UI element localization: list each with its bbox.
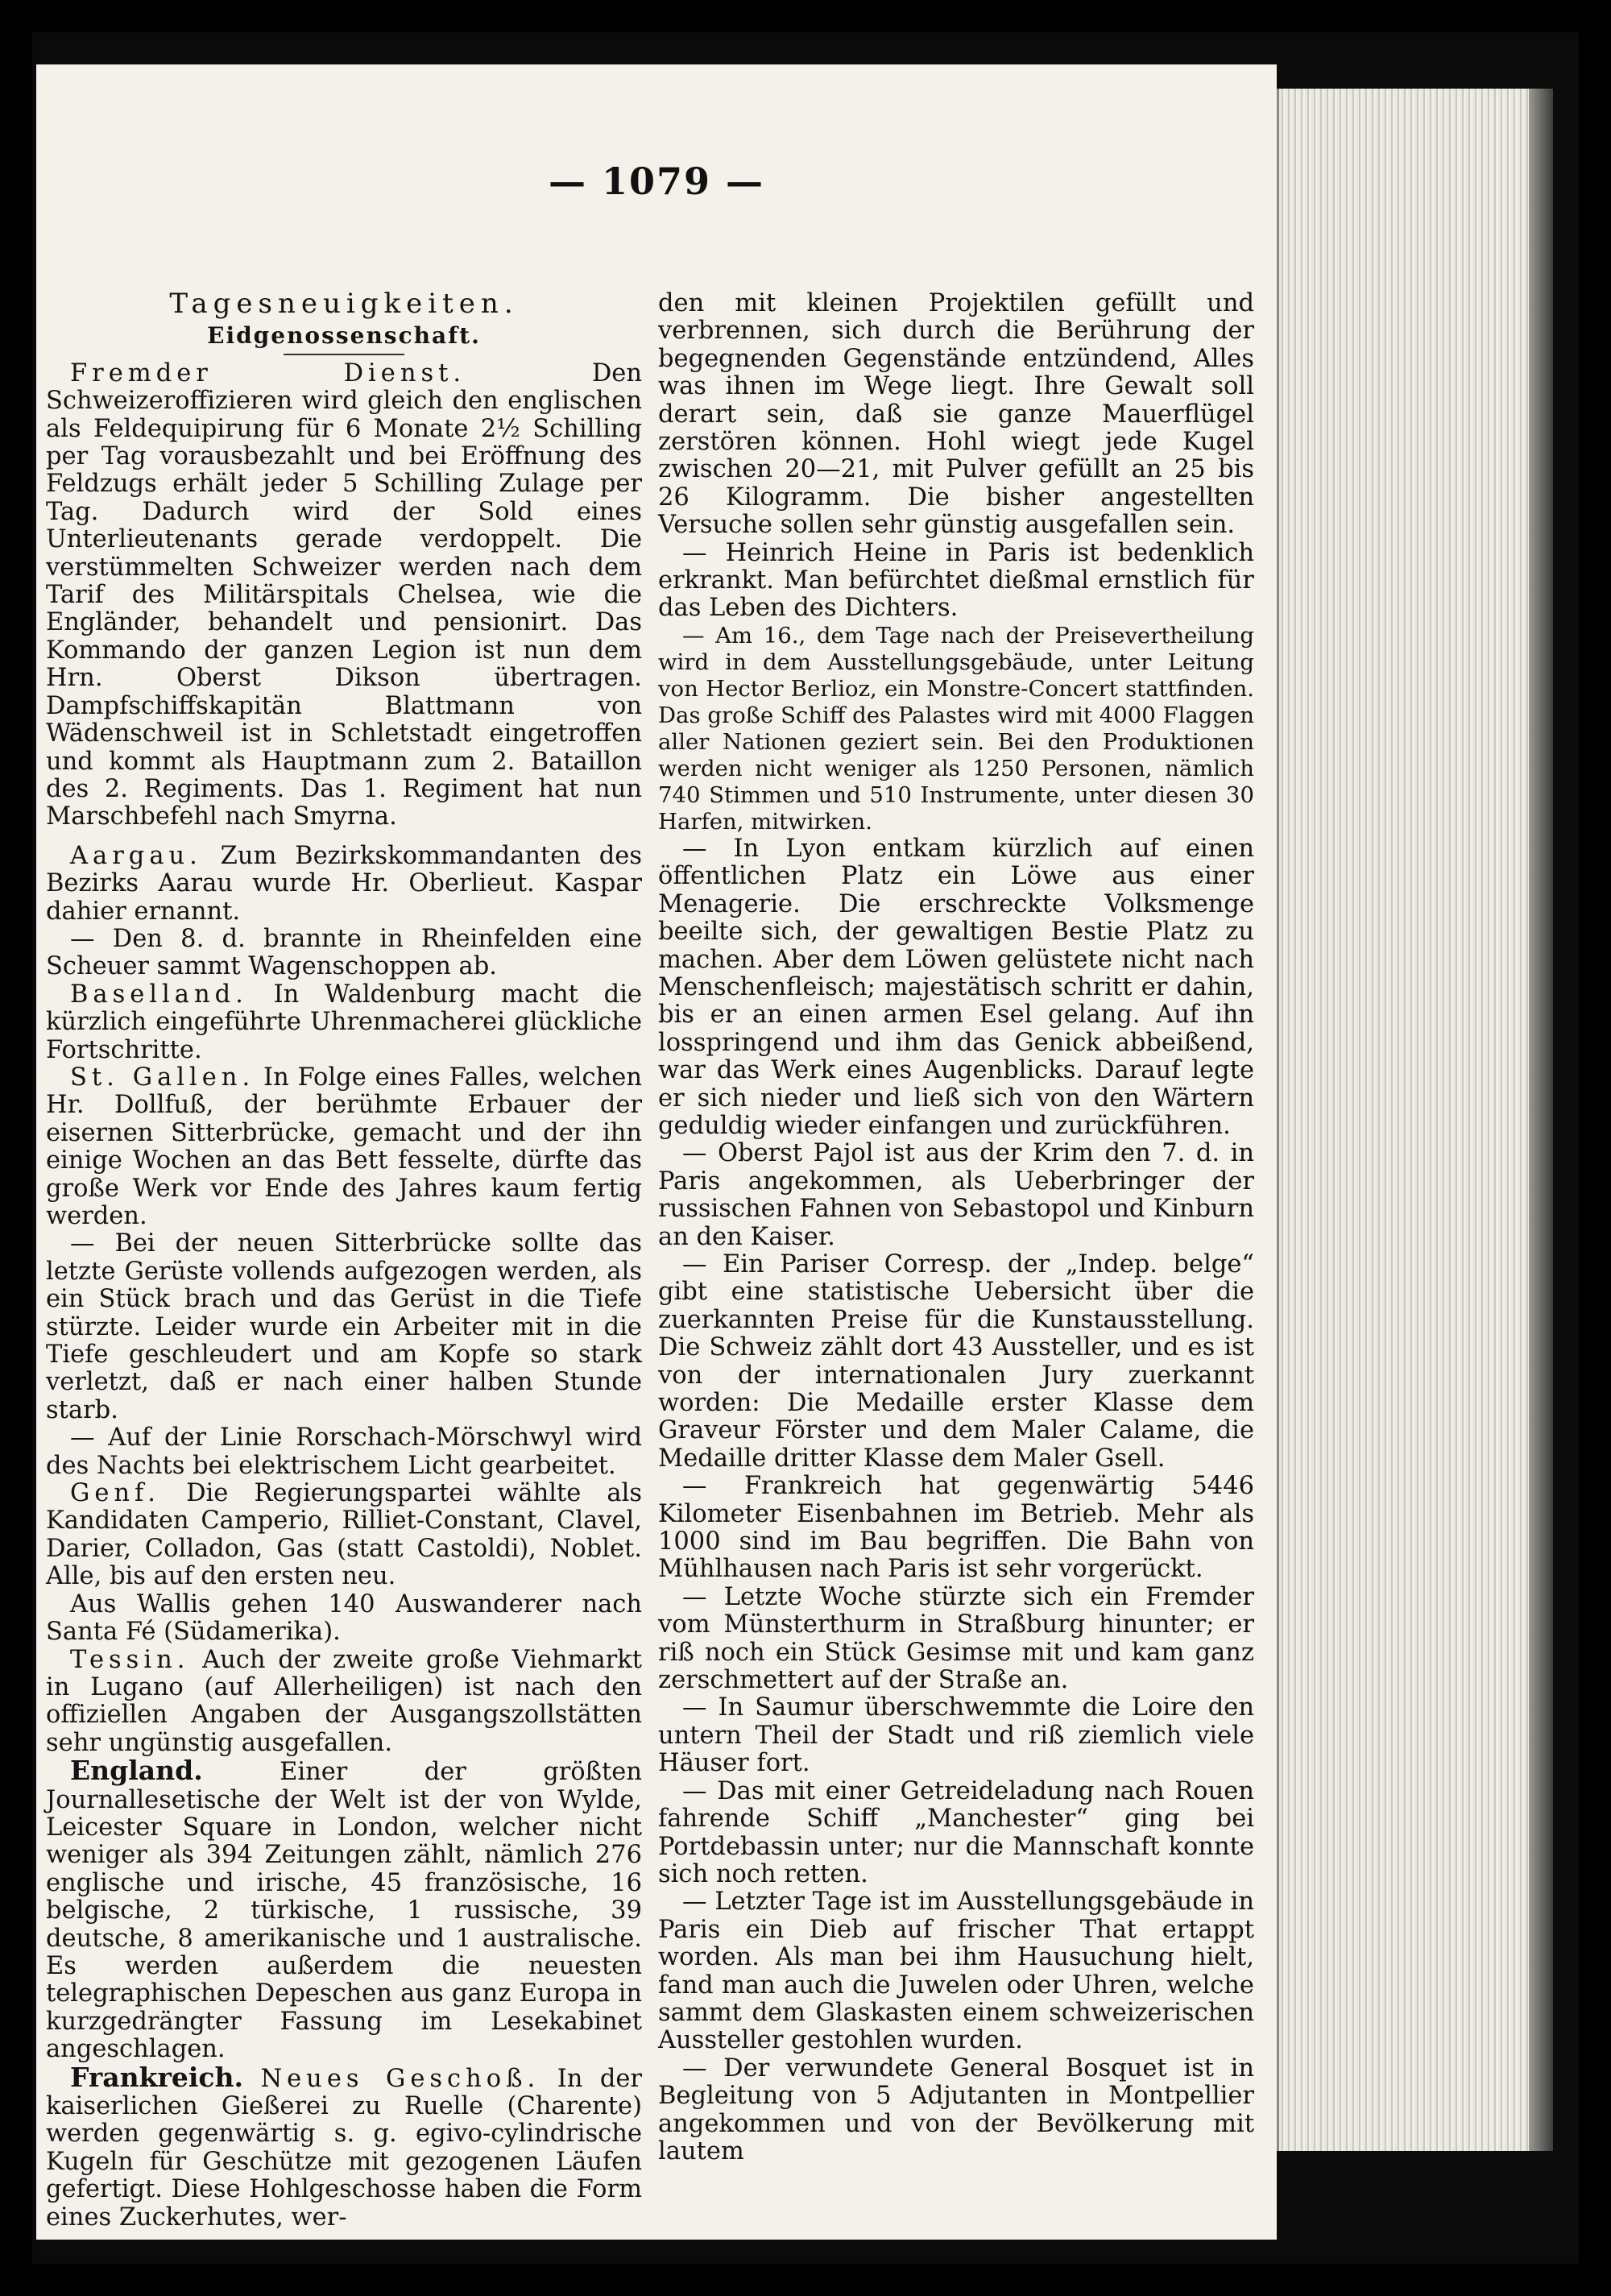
article-pajol: — Oberst Pajol ist aus der Krim den 7. d. in Paris angekommen, als Ueberbringer der russischen Fahnen von Sebastopol und Kinburn an den Kaiser. (658, 1139, 1254, 1251)
left-column (46, 290, 642, 2232)
article-head: England. (70, 1755, 203, 1787)
article-concert: — Am 16., dem Tage nach der Preisevertheilung wird in dem Ausstellungsgebäude, unter Leitung von Hector Berlioz, ein Monstre-Concert stattfinden. Das große Schiff des Palastes wird mit 4000 Flaggen aller Nationen geziert sein. Bei den Produktionen werden nicht weniger als 1250 Personen, nämlich 740 Stimmen und 510 Instrumente, unter diesen 30 Harfen, mitwirken. (658, 622, 1254, 835)
article-eisenbahnen: — Frankreich hat gegenwärtig 5446 Kilometer Eisenbahnen im Betrieb. Mehr als 1000 sind im Bau begriffen. Die Bahn von Mühlhausen nach Paris ist sehr vorgerückt. (658, 1472, 1254, 1584)
article-england: England. Einer der größten Journallesetische der Welt ist der von Wylde, Leicester Square in London, welcher nicht weniger als 394 Zeitungen zählt, nämlich 276 englische und irische, 45 französische, 16 belgische, 2 türkische, 1 russische, 39 deutsche, 8 amerikanische und 1 australische. Es werden außerdem die neuesten telegraphischen Depeschen aus ganz Europa in kurzgedrängter Fassung im Lesekabinet angeschlagen. (46, 1755, 642, 2064)
article-rorschach: — Auf der Linie Rorschach-Mörschwyl wird des Nachts bei elektrischem Licht gearbeitet. (46, 1424, 642, 1480)
article-strassburg: — Letzte Woche stürzte sich ein Fremder vom Münsterthurm in Straßburg hinunter; er riß noch ein Stück Gesimse mit und kam ganz zerschmettert auf der Straße an. (658, 1582, 1254, 1695)
article-head: Fremder Dienst. (70, 358, 466, 388)
article-sitterbruecke: — Bei der neuen Sitterbrücke sollte das letzte Gerüste vollends aufgezogen werden, als ein Stück brach und das Gerüst in die Tiefe stürzte. Leider wurde ein Arbeiter mit in die Tiefe geschleudert und am Kopfe so stark verletzt, daß er nach einer halben Stunde starb. (46, 1229, 642, 1424)
article-tessin: Tessin. Auch der zweite große Viehmarkt in Lugano (auf Allerheiligen) ist nach den offiziellen Angaben der Ausgangszollstätten sehr ungünstig ausgefallen. (46, 1645, 642, 1757)
article-head: Genf. (70, 1479, 160, 1508)
article-wallis: Aus Wallis gehen 140 Auswanderer nach Santa Fé (Südamerika). (46, 1589, 642, 1647)
section-subheading: Eidgenossenschaft. (207, 322, 481, 350)
article-aargau: Aargau. Zum Bezirkskommandanten des Bezirks Aarau wurde Hr. Oberlieut. Kaspar dahier ernannt. (46, 841, 642, 926)
article-head: Baselland. (70, 980, 248, 1009)
article-continuation: den mit kleinen Projektilen gefüllt und verbrennen, sich durch die Berührung der begegnenden Gegenstände entzündend, Alles was ihnen im Wege liegt. Ihre Gewalt soll derart sein, daß sie ganze Mauerflügel zerstören können. Hohl wiegt jede Kugel zwischen 20—21, mit Pulver gefüllt an 25 bis 26 Kilogramm. Die bisher angestellten Versuche sollen sehr günstig ausgefallen sein. (658, 289, 1254, 540)
book-page-edges (1277, 89, 1553, 2151)
article-rheinfelden: — Den 8. d. brannte in Rheinfelden eine Scheuer sammt Wagenschoppen ab. (46, 924, 642, 981)
article-st-gallen: St. Gallen. In Folge eines Falles, welchen Hr. Dollfuß, der berühmte Erbauer der eisernen Sitterbrücke, gemacht und der ihn einige Wochen an das Bett fesselte, dürfte das große Werk vor Ende des Jahres kaum fertig werden. (46, 1063, 642, 1230)
article-lyon: — In Lyon entkam kürzlich auf einen öffentlichen Platz ein Löwe aus einer Menagerie. Die erschreckte Volksmenge beeilte sich, der gewaltigen Bestie Platz zu machen. Aber dem Löwen gelüstete nicht nach Menschenfleisch; majestätisch schritt er dahin, bis er an einen armen Esel gelang. Auf ihn losspringend und ihm das Genick abbeißend, war das Werk eines Augenblicks. Darauf legte er sich nieder und ließ sich von den Wärtern geduldig wieder einfangen und zurückführen. (658, 834, 1254, 1140)
article-heine: — Heinrich Heine in Paris ist bedenklich erkrankt. Man befürchtet dießmal ernstlich für das Leben des Dichters. (658, 538, 1254, 623)
article-dieb: — Letzter Tage ist im Ausstellungsgebäude in Paris ein Dieb auf frischer That ertappt worden. Als man bei ihm Hausuchung hielt, fand man auch die Juwelen oder Uhren, welche sammt dem Glaskasten einem schweizerischen Aussteller gestohlen wurden. (658, 1888, 1254, 2055)
article-head: Frankreich. (70, 2061, 243, 2093)
article-kunstausstellung: — Ein Pariser Corresp. der „Indep. belge“ gibt eine statistische Uebersicht über die zuerkannten Preise für die Kunstausstellung. Die Schweiz zählt dort 43 Aussteller, und es ist von der internationalen Jury zuerkannt worden: Die Medaille erster Klasse dem Graveur Förster und dem Maler Calame, die Medaille dritter Klasse dem Maler Gsell. (658, 1250, 1254, 1473)
article-subhead: Neues Geschoß. (260, 2064, 540, 2093)
article-saumur: — In Saumur überschwemmte die Loire den untern Theil der Stadt und riß ziemlich viele Häuser fort. (658, 1693, 1254, 1778)
article-head: St. Gallen. (70, 1063, 255, 1092)
article-genf: Genf. Die Regierungspartei wählte als Kandidaten Camperio, Rilliet-Constant, Clavel, Darier, Colladon, Gas (statt Castoldi), Noblet. Alle, bis auf den ersten neu. (46, 1479, 642, 1591)
right-column (658, 290, 1254, 2165)
article-baselland: Baselland. In Waldenburg macht die kürzlich eingeführte Uhrenmacherei glückliche Fortschritte. (46, 980, 642, 1064)
heading-rule (284, 354, 404, 355)
article-fremder-dienst: Fremder Dienst. Den Schweizeroffizieren wird gleich den englischen als Feldequipirung für 6 Monate 2½ Schilling per Tag vorausbezahlt und bei Eröffnung des Feldzugs erhält jeder 5 Schilling Zulage per Tag. Dadurch wird der Sold eines Unterlieutenants gerade verdoppelt. Die verstümmelten Schweizer werden nach dem Tarif des Militärspitals Chelsea, wie die Engländer, behandelt und pensionirt. Das Kommando der ganzen Legion ist nun dem Hrn. Oberst Dikson übertragen. Dampfschiffskapitän Blattmann von Wädenschweil ist in Schletstadt eingetroffen und kommt als Hauptmann zum 2. Bataillon des 2. Regiments. Das 1. Regiment hat nun Marschbefehl nach Smyrna. (46, 358, 642, 831)
article-manchester: — Das mit einer Getreideladung nach Rouen fahrende Schiff „Manchester“ ging bei Portdebassin unter; nur die Mannschaft konnte sich noch retten. (658, 1776, 1254, 1888)
article-head: Tessin. (70, 1645, 190, 1674)
newspaper-page (36, 64, 1277, 2240)
section-heading: Tagesneuigkeiten. (169, 288, 519, 320)
article-head: Aargau. (70, 841, 202, 870)
article-bosquet: — Der verwundete General Bosquet ist in Begleitung von 5 Adjutanten in Montpellier angekommen und von der Bevölkerung mit lautem (658, 2054, 1254, 2165)
page-number: — 1079 — (548, 160, 765, 203)
article-frankreich: Frankreich. Neues Geschoß. In der kaiserlichen Gießerei zu Ruelle (Charente) werden gegenwärtig s. g. egivo-cylindrische Kugeln für Geschütze mit gezogenen Läufen gefertigt. Diese Hohlgeschosse haben die Form eines Zuckerhutes, wer- (46, 2061, 642, 2232)
